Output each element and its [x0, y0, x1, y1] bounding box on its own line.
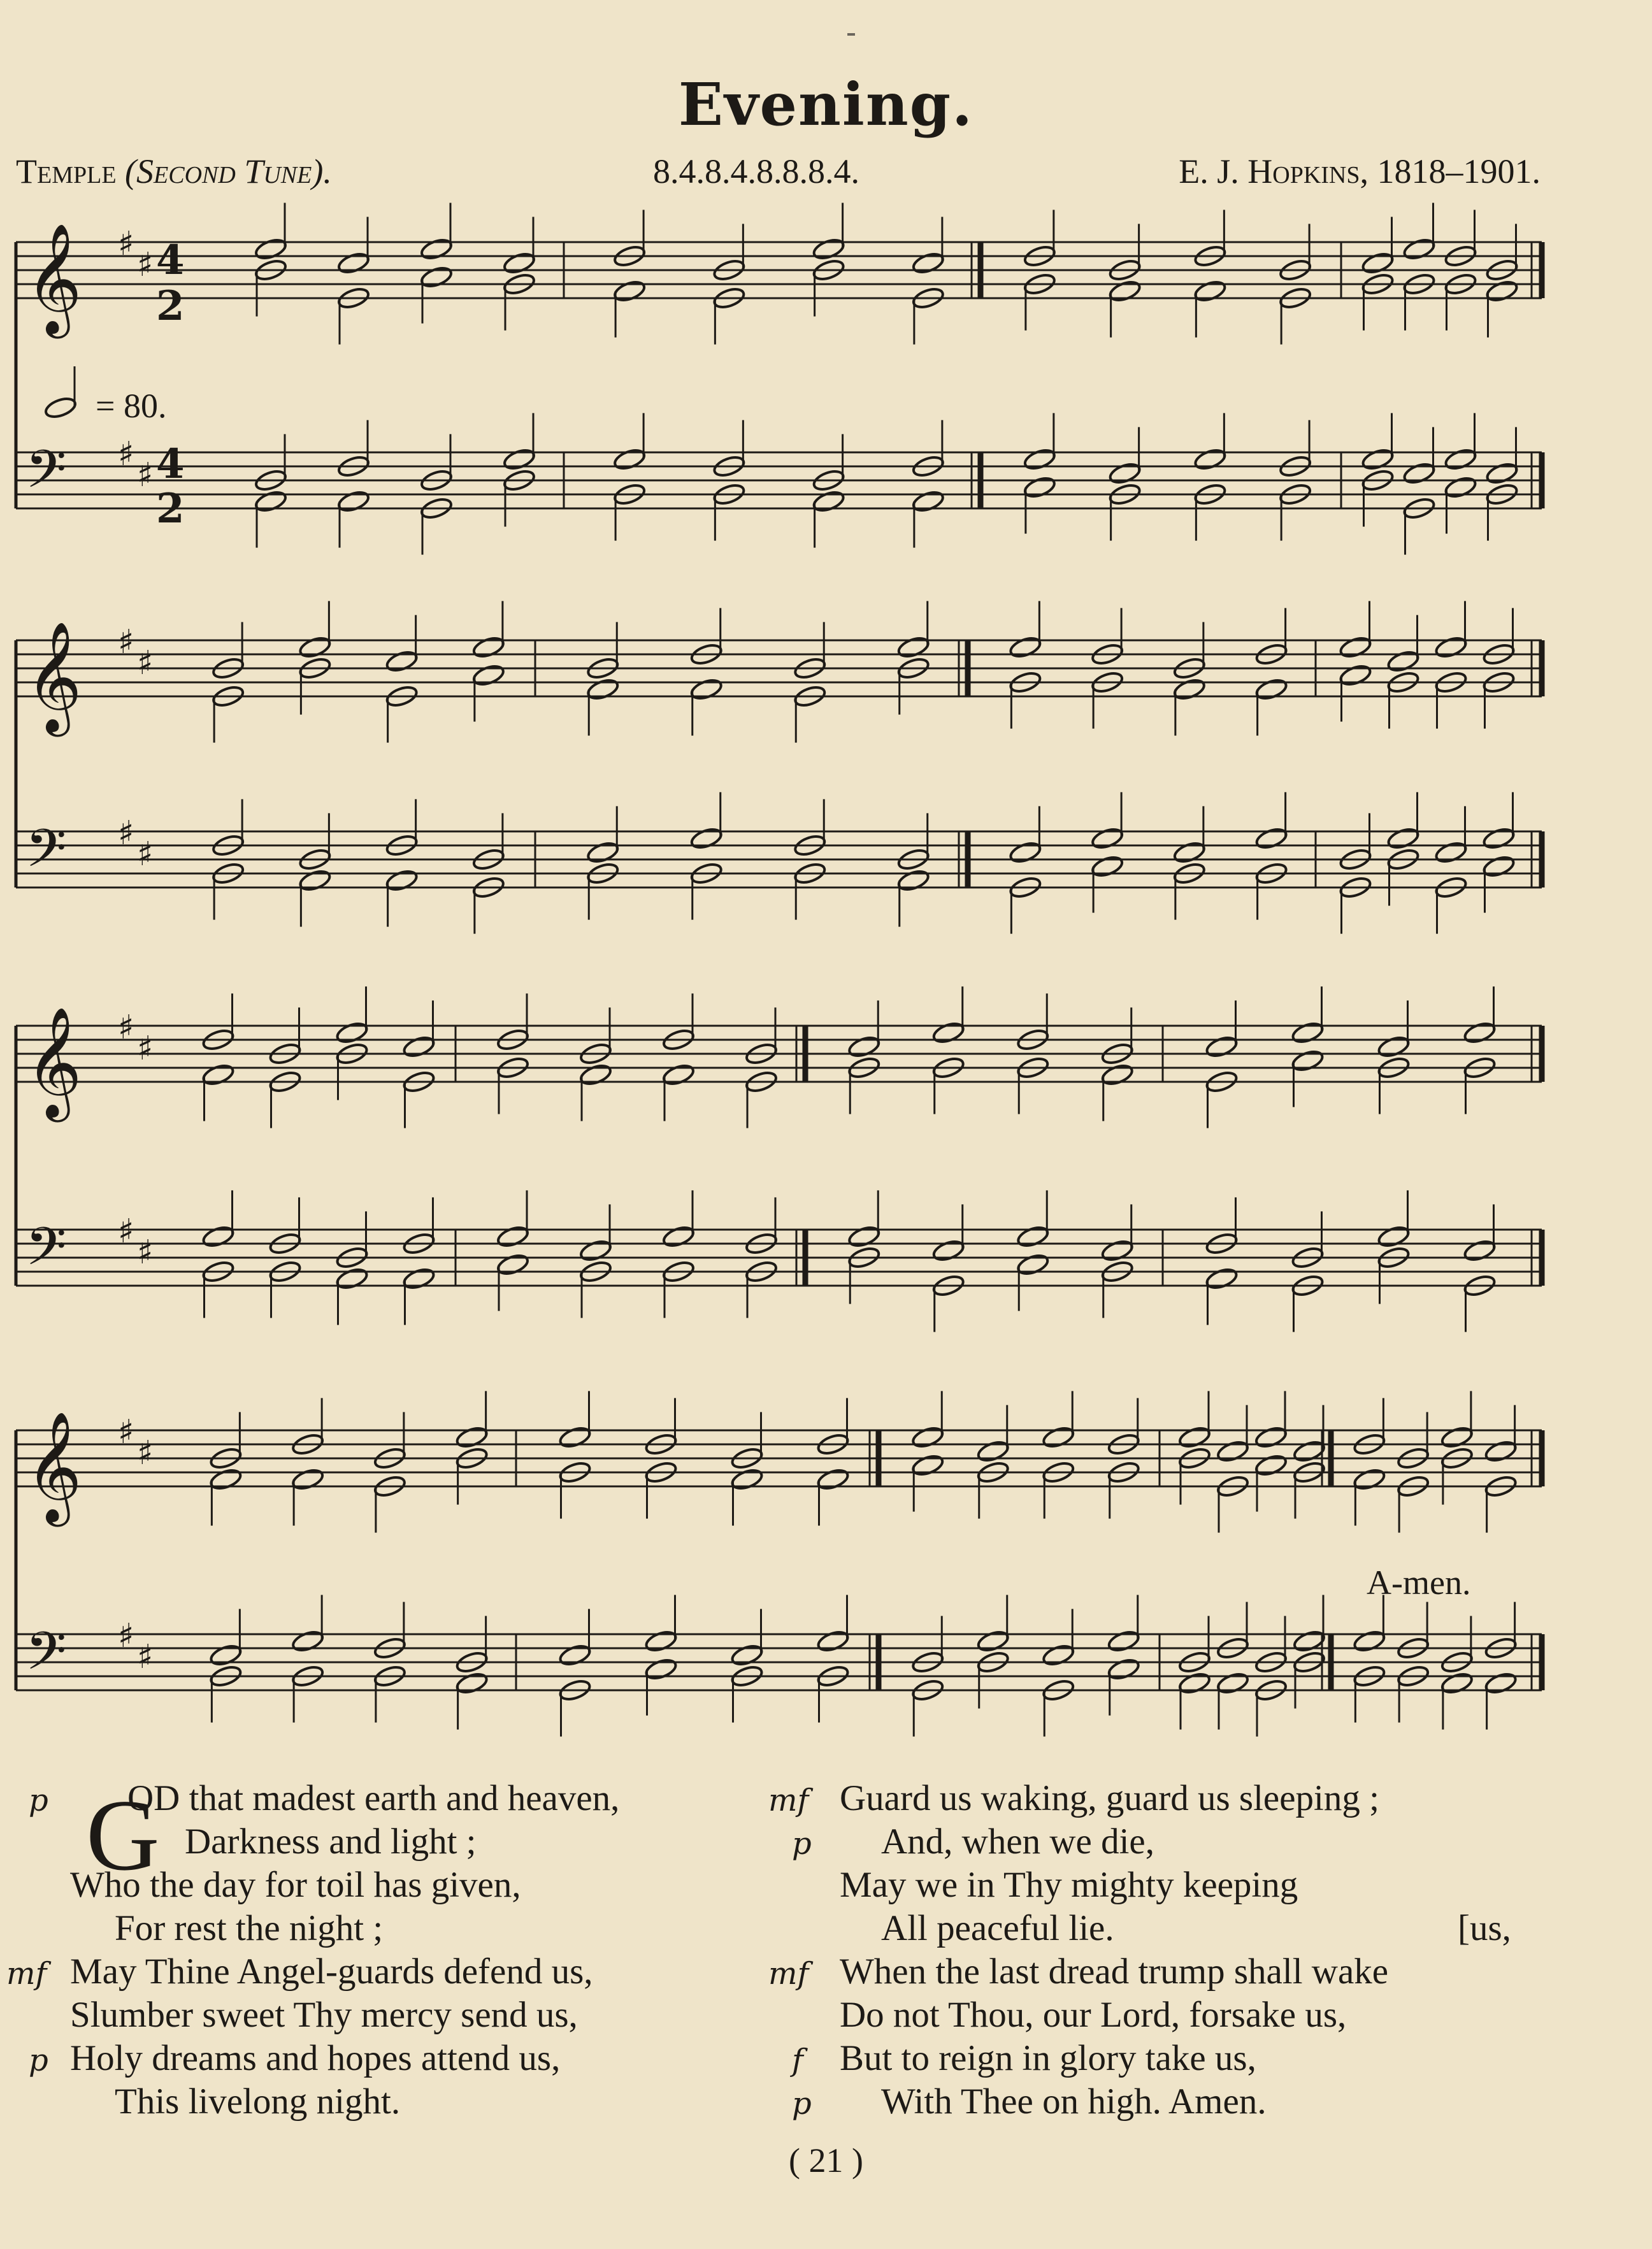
half-note	[931, 1021, 965, 1045]
half-note	[1339, 663, 1372, 688]
drop-cap: G	[86, 1778, 160, 1892]
half-note	[496, 1225, 529, 1249]
half-note	[612, 447, 646, 472]
half-note	[816, 1467, 850, 1492]
half-note	[1485, 461, 1519, 486]
amen-label: A-men.	[1367, 1563, 1471, 1602]
half-note	[1009, 635, 1042, 660]
dynamic-mark: p	[792, 1826, 812, 1862]
sharp-icon: ♯	[118, 435, 134, 473]
bass-clef-icon: 𝄢	[25, 1216, 67, 1290]
half-note	[1484, 1439, 1518, 1464]
half-note	[976, 1629, 1010, 1654]
half-note	[1108, 461, 1142, 486]
half-note	[1440, 1671, 1474, 1696]
half-note	[1291, 1021, 1325, 1045]
half-note	[1361, 251, 1395, 276]
half-note	[911, 489, 945, 514]
verse-line: Guard us waking, guard us sleeping ;	[840, 1778, 1379, 1818]
half-note	[689, 677, 723, 702]
half-note	[558, 1425, 592, 1450]
half-note	[1100, 1063, 1134, 1088]
half-note	[1386, 649, 1420, 674]
half-note	[1100, 1239, 1134, 1263]
half-note	[661, 1063, 695, 1088]
half-note	[911, 1453, 945, 1478]
half-note	[896, 868, 930, 893]
half-note	[335, 1021, 369, 1045]
half-note	[385, 868, 419, 893]
half-note	[201, 1063, 235, 1088]
half-note	[336, 489, 370, 514]
half-note	[502, 251, 536, 276]
half-note	[1254, 1425, 1288, 1450]
half-note	[1177, 1425, 1211, 1450]
half-note	[1291, 1049, 1325, 1074]
verse-line: May we in Thy mighty keeping	[840, 1865, 1298, 1905]
half-note	[455, 1671, 489, 1696]
sharp-icon: ♯	[137, 1030, 154, 1068]
half-note	[419, 265, 453, 290]
half-note	[1386, 826, 1420, 851]
sharp-icon: ♯	[118, 1617, 134, 1655]
half-note	[1108, 279, 1142, 304]
half-note	[496, 1253, 529, 1277]
half-note	[911, 251, 945, 276]
half-note	[644, 1629, 678, 1654]
half-note	[1463, 1021, 1497, 1045]
half-note	[1177, 1671, 1211, 1696]
half-note	[1216, 1671, 1249, 1696]
half-note	[336, 251, 370, 276]
half-note	[209, 1467, 243, 1492]
verse-line: This livelong night.	[115, 2081, 401, 2122]
half-note	[1042, 1425, 1075, 1450]
half-note	[1193, 279, 1227, 304]
half-note	[254, 237, 287, 262]
half-note	[455, 1425, 489, 1450]
tune-note: (Second Tune).	[125, 152, 332, 190]
half-note	[558, 1643, 592, 1668]
half-note	[1009, 840, 1042, 865]
half-note	[586, 840, 620, 865]
verse-line: Who the day for toil has given,	[70, 1865, 521, 1905]
half-note	[1254, 677, 1288, 702]
half-note	[402, 1035, 436, 1060]
half-note	[1090, 854, 1124, 879]
half-note	[1216, 1439, 1249, 1464]
half-note	[812, 237, 845, 262]
half-note	[402, 1267, 436, 1291]
half-note	[1482, 854, 1516, 879]
treble-clef-icon: 𝄞	[25, 1007, 82, 1117]
verse-line: When the last dread trump shall wake	[840, 1951, 1389, 1992]
half-note	[201, 1225, 235, 1249]
half-note	[502, 447, 536, 472]
bass-clef-icon: 𝄢	[25, 438, 67, 513]
sharp-icon: ♯	[137, 835, 154, 873]
half-note	[1254, 826, 1288, 851]
dynamic-mark: mf	[768, 1956, 809, 1992]
time-sig-bottom-treble: 2	[156, 282, 185, 330]
half-note	[291, 1467, 324, 1492]
sharp-icon: ♯	[118, 1212, 134, 1251]
verse-line: With Thee on high. Amen.	[881, 2081, 1267, 2122]
half-note	[911, 1425, 945, 1450]
half-note	[335, 1267, 369, 1291]
half-note	[291, 1629, 324, 1654]
sharp-icon: ♯	[118, 623, 134, 661]
half-note	[1193, 447, 1227, 472]
verse-line: And, when we die,	[881, 1821, 1154, 1862]
half-note	[1484, 1671, 1518, 1696]
tempo-marking: = 80.	[96, 387, 167, 425]
half-note	[578, 1239, 612, 1263]
half-note	[644, 1657, 678, 1682]
half-note	[1377, 1035, 1411, 1060]
sharp-icon: ♯	[137, 246, 154, 284]
verse-line: But to reign in glory take us,	[840, 2038, 1256, 2078]
verse-line: Slumber sweet Thy mercy send us,	[70, 1995, 578, 2035]
half-note	[254, 489, 287, 514]
half-note	[730, 1643, 764, 1668]
tune-name-text: Temple	[16, 152, 117, 190]
half-note	[298, 868, 332, 893]
dynamic-mark: p	[29, 2043, 48, 2078]
hymn-text	[0, 1778, 1652, 2160]
half-note	[816, 1629, 850, 1654]
half-note	[1339, 635, 1372, 660]
half-note	[1023, 475, 1056, 500]
half-note	[1205, 1267, 1239, 1291]
half-note	[586, 677, 620, 702]
bass-clef-icon: 𝄢	[25, 1620, 67, 1695]
sharp-icon: ♯	[137, 1434, 154, 1472]
hymn-title: Evening.	[678, 70, 974, 139]
dynamic-mark: mf	[6, 1956, 47, 1992]
sharp-icon: ♯	[137, 1638, 154, 1676]
half-note	[896, 635, 930, 660]
verse-line: For rest the night ;	[115, 1908, 384, 1948]
half-note	[931, 1239, 965, 1263]
half-note	[1172, 677, 1206, 702]
sharp-icon: ♯	[118, 814, 134, 852]
half-note	[1205, 1035, 1239, 1060]
continuation-mark: [us,	[1458, 1908, 1511, 1948]
dynamic-mark: p	[29, 1783, 48, 1818]
half-note	[471, 635, 505, 660]
sharp-icon: ♯	[137, 456, 154, 494]
half-note	[1377, 1225, 1411, 1249]
half-note	[1016, 1225, 1050, 1249]
treble-clef-icon: 𝄞	[25, 621, 82, 732]
half-note	[578, 1063, 612, 1088]
dynamic-mark: p	[792, 2086, 812, 2122]
time-sig-top-treble: 4	[156, 236, 185, 284]
time-sig-top-bass: 4	[156, 440, 185, 488]
half-note	[419, 237, 453, 262]
sharp-icon: ♯	[137, 1233, 154, 1272]
sharp-icon: ♯	[118, 225, 134, 263]
page-number: ( 21 )	[789, 2141, 863, 2180]
half-note	[1463, 1239, 1497, 1263]
half-note	[1444, 475, 1477, 500]
half-note	[209, 1643, 243, 1668]
verse-line: May Thine Angel-guards defend us,	[70, 1951, 593, 1992]
verse-line: All peaceful lie.	[881, 1908, 1114, 1948]
half-note	[1107, 1657, 1140, 1682]
verse-line: Holy dreams and hopes attend us,	[70, 2038, 561, 2078]
half-note	[661, 1225, 695, 1249]
half-note	[1402, 237, 1436, 262]
half-note	[1361, 447, 1395, 472]
sharp-icon: ♯	[118, 1009, 134, 1047]
sharp-icon: ♯	[137, 644, 154, 682]
dynamic-mark: f	[792, 2043, 803, 2078]
half-note	[1353, 1467, 1386, 1492]
half-note	[1023, 447, 1056, 472]
half-note	[1016, 1253, 1050, 1277]
half-note	[1440, 1425, 1474, 1450]
sharp-icon: ♯	[118, 1413, 134, 1451]
half-note	[385, 649, 419, 674]
half-note	[1444, 447, 1477, 472]
bass-clef-icon: 𝄢	[25, 817, 67, 892]
half-note	[612, 279, 646, 304]
half-note	[1090, 826, 1124, 851]
half-note	[1482, 826, 1516, 851]
half-note	[1434, 840, 1468, 865]
verse-line: OD that madest earth and heaven,	[127, 1778, 620, 1818]
half-note	[1485, 279, 1519, 304]
half-note	[1353, 1629, 1386, 1654]
half-note	[1254, 1453, 1288, 1478]
half-note	[847, 1225, 881, 1249]
dynamic-mark: mf	[768, 1783, 809, 1818]
half-note	[298, 635, 332, 660]
meter: 8.4.8.4.8.8.8.4.	[653, 152, 859, 190]
treble-clef-icon: 𝄞	[25, 223, 82, 334]
half-note	[976, 1439, 1010, 1464]
half-note	[1402, 461, 1436, 486]
half-note	[812, 489, 845, 514]
half-note	[1107, 1629, 1140, 1654]
half-note	[1042, 1643, 1075, 1668]
half-note	[1172, 840, 1206, 865]
time-sig-bottom-bass: 2	[156, 485, 185, 533]
half-note	[847, 1035, 881, 1060]
verse-line: Darkness and light ;	[185, 1821, 477, 1862]
half-note	[689, 826, 723, 851]
half-note	[730, 1467, 764, 1492]
treble-clef-icon: 𝄞	[25, 1411, 82, 1522]
composer: E. J. Hopkins, 1818–1901.	[1179, 152, 1541, 190]
verse-line: Do not Thou, our Lord, forsake us,	[840, 1995, 1347, 2035]
tempo-note-icon	[43, 396, 77, 420]
half-note	[1434, 635, 1468, 660]
half-note	[471, 663, 505, 688]
